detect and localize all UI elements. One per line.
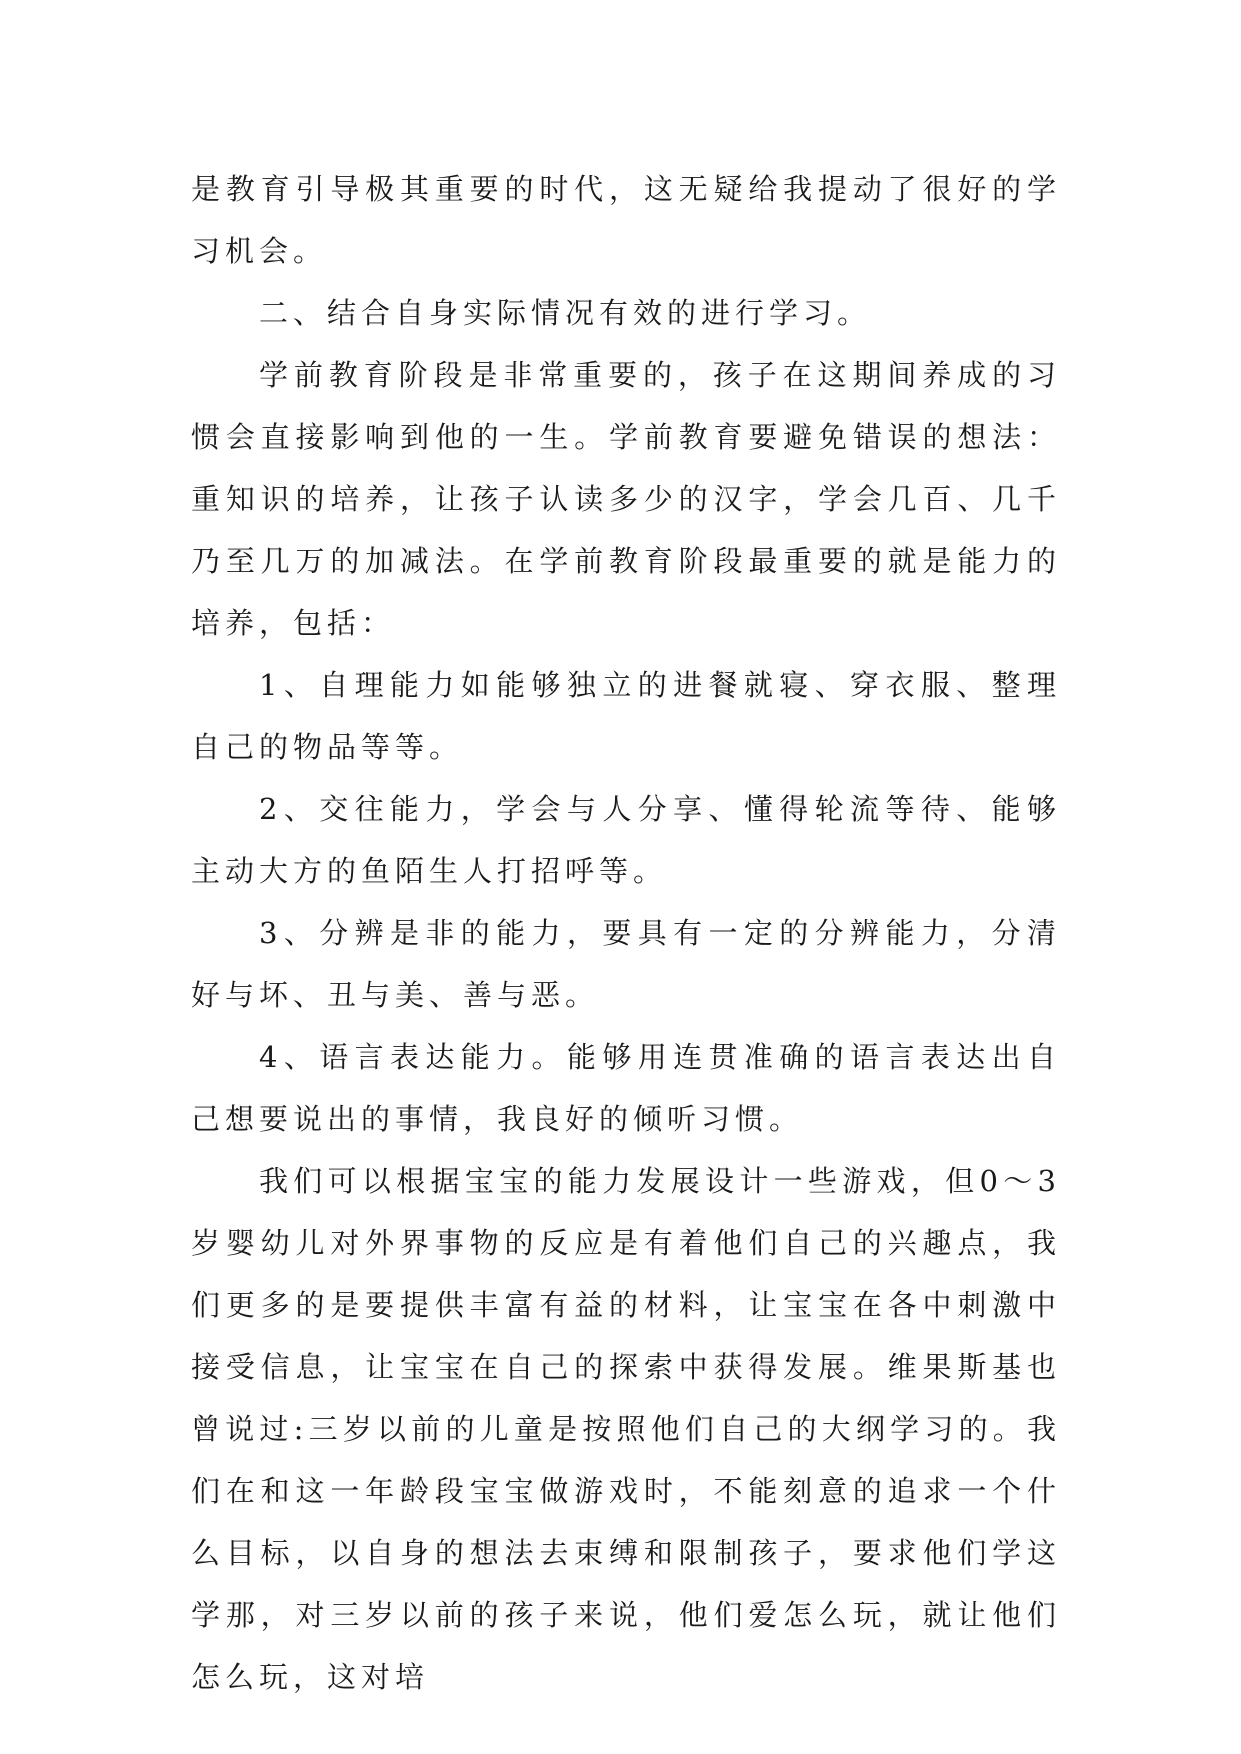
list-item-2: 2、交往能力，学会与人分享、懂得轮流等待、能够主动大方的鱼陌生人打招呼等。	[191, 792, 1061, 888]
section-heading: 二、结合自身实际情况有效的进行学习。	[259, 296, 872, 330]
document-body	[191, 158, 1061, 1708]
paragraph: 学前教育阶段是非常重要的，孩子在这期间养成的习惯会直接影响到他的一生。学前教育要避免错误的想法：重知识的培养，让孩子认读多少的汉字，学会几百、几千乃至几万的加减法。在学前教育阶段最重要的就是能力的培养，包括：	[191, 358, 1061, 640]
list-item-4: 4、语言表达能力。能够用连贯准确的语言表达出自己想要说出的事情，我良好的倾听习惯。	[191, 1040, 1061, 1136]
paragraph-continuation: 是教育引导极其重要的时代，这无疑给我提动了很好的学习机会。	[191, 172, 1061, 268]
list-item-1: 1、自理能力如能够独立的进餐就寝、穿衣服、整理自己的物品等等。	[191, 668, 1061, 764]
paragraph: 我们可以根据宝宝的能力发展设计一些游戏，但0～3岁婴幼儿对外界事物的反应是有着他们自己的兴趣点，我们更多的是要提供丰富有益的材料，让宝宝在各中刺激中接受信息，让宝宝在自己的探索中获得发展。维果斯基也曾说过:三岁以前的儿童是按照他们自己的大纲学习的。我们在和这一年龄段宝宝做游戏时，不能刻意的追求一个什么目标，以自身的想法去束缚和限制孩子，要求他们学这学那，对三岁以前的孩子来说，他们爱怎么玩，就让他们怎么玩，这对培	[191, 1164, 1061, 1694]
list-item-3: 3、分辨是非的能力，要具有一定的分辨能力，分清好与坏、丑与美、善与恶。	[191, 916, 1061, 1012]
